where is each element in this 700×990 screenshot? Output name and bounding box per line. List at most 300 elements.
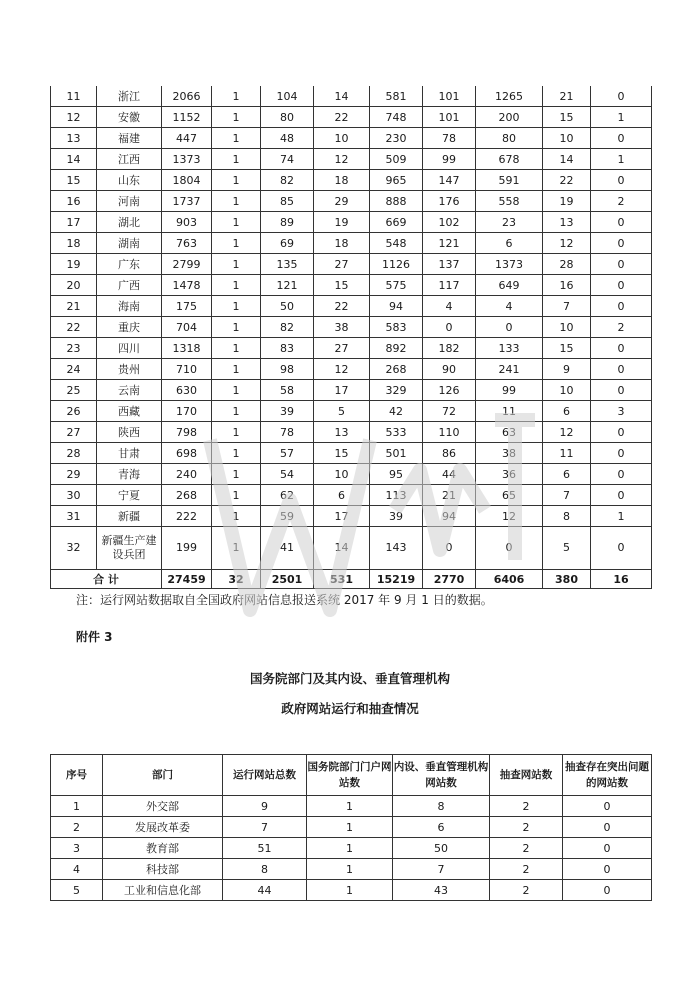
table-cell: 11 (476, 401, 543, 422)
table-cell: 888 (370, 191, 423, 212)
table-cell: 12 (51, 107, 97, 128)
table-cell: 7 (393, 859, 490, 880)
table-cell: 18 (314, 170, 370, 191)
table-cell: 0 (591, 380, 652, 401)
table-cell: 83 (261, 338, 314, 359)
table-row (51, 464, 652, 485)
table-cell: 1 (307, 817, 393, 838)
table-cell: 1126 (370, 254, 423, 275)
table-row (51, 275, 652, 296)
table-cell: 2066 (162, 86, 212, 107)
table-cell: 0 (591, 233, 652, 254)
table-cell: 12 (476, 506, 543, 527)
table-cell: 135 (261, 254, 314, 275)
table-cell: 14 (543, 149, 591, 170)
table-cell: 51 (223, 838, 307, 859)
table-cell: 外交部 (103, 796, 223, 817)
table-cell: 26 (51, 401, 97, 422)
table-row (51, 233, 652, 254)
table-cell: 892 (370, 338, 423, 359)
table-cell: 浙江 (97, 86, 162, 107)
table-row (51, 338, 652, 359)
table-cell: 43 (393, 880, 490, 901)
table-cell: 65 (476, 485, 543, 506)
table-cell: 工业和信息化部 (103, 880, 223, 901)
table-cell: 10 (543, 128, 591, 149)
table-cell: 1 (307, 880, 393, 901)
table-cell: 222 (162, 506, 212, 527)
table-cell: 1 (212, 149, 261, 170)
table-row (51, 443, 652, 464)
table-cell: 48 (261, 128, 314, 149)
total-cell: 380 (543, 570, 591, 589)
table-cell: 501 (370, 443, 423, 464)
table-row (51, 838, 652, 859)
table-cell: 20 (51, 275, 97, 296)
table-cell: 1373 (162, 149, 212, 170)
table-cell: 230 (370, 128, 423, 149)
table-cell: 湖北 (97, 212, 162, 233)
table-row (51, 191, 652, 212)
table-cell: 329 (370, 380, 423, 401)
table-row (51, 254, 652, 275)
table-cell: 2 (490, 859, 563, 880)
table-cell: 78 (423, 128, 476, 149)
total-cell: 2770 (423, 570, 476, 589)
table-row (51, 817, 652, 838)
table-cell: 0 (563, 796, 652, 817)
table-cell: 1 (591, 149, 652, 170)
table-cell: 32 (51, 527, 97, 570)
column-header: 运行网站总数 (223, 755, 307, 796)
table-row (51, 212, 652, 233)
table-cell: 50 (393, 838, 490, 859)
table-cell: 69 (261, 233, 314, 254)
table-cell: 1 (212, 359, 261, 380)
total-label: 合 计 (51, 570, 162, 589)
table-cell: 82 (261, 170, 314, 191)
table-cell: 新疆 (97, 506, 162, 527)
table-cell: 104 (261, 86, 314, 107)
table-cell: 548 (370, 233, 423, 254)
table-cell: 29 (51, 464, 97, 485)
table-cell: 2 (591, 317, 652, 338)
table-cell: 1 (212, 107, 261, 128)
table-cell: 湖南 (97, 233, 162, 254)
table-cell: 0 (591, 359, 652, 380)
table-cell: 15 (543, 107, 591, 128)
table-cell: 3 (51, 838, 103, 859)
table-cell: 12 (314, 149, 370, 170)
table-cell: 0 (591, 296, 652, 317)
table-cell: 1 (51, 796, 103, 817)
table-cell: 22 (314, 296, 370, 317)
table-row (51, 527, 652, 570)
total-cell: 16 (591, 570, 652, 589)
table-cell: 17 (314, 506, 370, 527)
table-cell: 0 (563, 859, 652, 880)
table-cell: 2 (490, 817, 563, 838)
table-cell: 6 (393, 817, 490, 838)
table-cell: 1804 (162, 170, 212, 191)
table-cell: 宁夏 (97, 485, 162, 506)
table-cell: 44 (223, 880, 307, 901)
table-cell: 50 (261, 296, 314, 317)
attachment-label: 附件 3 (76, 630, 113, 644)
table-cell: 1 (212, 275, 261, 296)
table-cell: 678 (476, 149, 543, 170)
table-cell: 科技部 (103, 859, 223, 880)
table-cell: 1 (212, 212, 261, 233)
table-cell: 1373 (476, 254, 543, 275)
table-cell: 143 (370, 527, 423, 570)
table-cell: 7 (543, 296, 591, 317)
table-cell: 748 (370, 107, 423, 128)
table-cell: 10 (314, 464, 370, 485)
table-cell: 27 (314, 254, 370, 275)
table-cell: 12 (543, 422, 591, 443)
table-cell: 28 (543, 254, 591, 275)
table-row (51, 506, 652, 527)
table-cell: 1 (212, 254, 261, 275)
table-cell: 0 (591, 170, 652, 191)
table-row (51, 170, 652, 191)
table-cell: 182 (423, 338, 476, 359)
table-cell: 14 (314, 527, 370, 570)
table-cell: 17 (314, 380, 370, 401)
department-table-header (51, 755, 652, 796)
table-cell: 重庆 (97, 317, 162, 338)
table-row (51, 859, 652, 880)
table-cell: 27 (51, 422, 97, 443)
table-cell: 94 (423, 506, 476, 527)
table-cell: 19 (51, 254, 97, 275)
table-cell: 15 (314, 275, 370, 296)
total-cell: 6406 (476, 570, 543, 589)
table-cell: 98 (261, 359, 314, 380)
table-cell: 福建 (97, 128, 162, 149)
table-row (51, 149, 652, 170)
table-cell: 1 (591, 506, 652, 527)
table-cell: 630 (162, 380, 212, 401)
department-website-table (50, 754, 652, 901)
total-cell: 531 (314, 570, 370, 589)
table-cell: 22 (543, 170, 591, 191)
table-row (51, 359, 652, 380)
table-cell: 21 (51, 296, 97, 317)
table-cell: 95 (370, 464, 423, 485)
table-cell: 13 (543, 212, 591, 233)
table-cell: 41 (261, 527, 314, 570)
table-cell: 14 (51, 149, 97, 170)
table-cell: 1 (212, 464, 261, 485)
table-cell: 80 (261, 107, 314, 128)
table-cell: 11 (51, 86, 97, 107)
total-cell: 2501 (261, 570, 314, 589)
table-cell: 5 (51, 880, 103, 901)
table-cell: 1 (212, 296, 261, 317)
table-row (51, 107, 652, 128)
table-cell: 78 (261, 422, 314, 443)
table-cell: 10 (543, 380, 591, 401)
table-cell: 509 (370, 149, 423, 170)
table-cell: 54 (261, 464, 314, 485)
table-cell: 1 (212, 443, 261, 464)
table-cell: 0 (591, 422, 652, 443)
table-cell: 22 (314, 107, 370, 128)
table-cell: 1478 (162, 275, 212, 296)
table-cell: 268 (162, 485, 212, 506)
table-cell: 8 (543, 506, 591, 527)
table-cell: 0 (591, 464, 652, 485)
department-table-body (51, 796, 652, 901)
total-row (51, 570, 652, 589)
table-cell: 0 (591, 254, 652, 275)
table-cell: 1 (212, 485, 261, 506)
table-cell: 山东 (97, 170, 162, 191)
table-row (51, 296, 652, 317)
table-cell: 533 (370, 422, 423, 443)
table-cell: 0 (591, 443, 652, 464)
table-cell: 175 (162, 296, 212, 317)
table-cell: 137 (423, 254, 476, 275)
table-cell: 72 (423, 401, 476, 422)
table-cell: 1152 (162, 107, 212, 128)
table-cell: 0 (423, 527, 476, 570)
table-cell: 16 (543, 275, 591, 296)
table-cell: 14 (314, 86, 370, 107)
column-header: 内设、垂直管理机构网站数 (393, 755, 490, 796)
table-cell: 2 (490, 796, 563, 817)
table-cell: 21 (423, 485, 476, 506)
table-cell: 0 (591, 485, 652, 506)
column-header: 序号 (51, 755, 103, 796)
table-cell: 安徽 (97, 107, 162, 128)
table-cell: 1 (307, 859, 393, 880)
table-cell: 新疆生产建设兵团 (97, 527, 162, 570)
table-cell: 102 (423, 212, 476, 233)
table-cell: 176 (423, 191, 476, 212)
table-cell: 241 (476, 359, 543, 380)
table-cell: 2 (490, 880, 563, 901)
table-cell: 23 (51, 338, 97, 359)
table-cell: 7 (543, 485, 591, 506)
table-cell: 101 (423, 86, 476, 107)
table-cell: 0 (591, 212, 652, 233)
table-cell: 1 (591, 107, 652, 128)
table-cell: 青海 (97, 464, 162, 485)
table-cell: 38 (314, 317, 370, 338)
table-cell: 583 (370, 317, 423, 338)
province-table-body (51, 86, 652, 589)
table-cell: 1 (212, 191, 261, 212)
table-cell: 发展改革委 (103, 817, 223, 838)
table-cell: 1 (307, 838, 393, 859)
table-cell: 29 (314, 191, 370, 212)
table-cell: 447 (162, 128, 212, 149)
table-cell: 22 (51, 317, 97, 338)
table-cell: 57 (261, 443, 314, 464)
table-cell: 15 (51, 170, 97, 191)
section-title-line1: 国务院部门及其内设、垂直管理机构 (249, 671, 450, 686)
table-cell: 15 (314, 443, 370, 464)
table-cell: 710 (162, 359, 212, 380)
column-header: 抽查网站数 (490, 755, 563, 796)
table-cell: 80 (476, 128, 543, 149)
table-cell: 200 (476, 107, 543, 128)
table-cell: 西藏 (97, 401, 162, 422)
table-cell: 147 (423, 170, 476, 191)
table-cell: 21 (543, 86, 591, 107)
table-cell: 河南 (97, 191, 162, 212)
table-cell: 89 (261, 212, 314, 233)
table-cell: 5 (314, 401, 370, 422)
province-website-table (50, 86, 652, 589)
table-cell: 575 (370, 275, 423, 296)
table-cell: 117 (423, 275, 476, 296)
table-cell: 8 (223, 859, 307, 880)
table-cell: 19 (314, 212, 370, 233)
table-cell: 1318 (162, 338, 212, 359)
table-cell: 27 (314, 338, 370, 359)
table-cell: 669 (370, 212, 423, 233)
table-cell: 268 (370, 359, 423, 380)
table-cell: 1 (212, 338, 261, 359)
table-cell: 0 (423, 317, 476, 338)
table-cell: 6 (543, 401, 591, 422)
total-cell: 15219 (370, 570, 423, 589)
table-row (51, 485, 652, 506)
table-cell: 25 (51, 380, 97, 401)
table-cell: 17 (51, 212, 97, 233)
table-cell: 15 (543, 338, 591, 359)
table-row (51, 422, 652, 443)
table-cell: 121 (261, 275, 314, 296)
table-cell: 965 (370, 170, 423, 191)
table-row (51, 317, 652, 338)
table-cell: 13 (51, 128, 97, 149)
table-cell: 0 (591, 527, 652, 570)
table-row (51, 401, 652, 422)
table-cell: 广东 (97, 254, 162, 275)
table-cell: 1 (212, 380, 261, 401)
table-cell: 649 (476, 275, 543, 296)
column-header: 部门 (103, 755, 223, 796)
table-cell: 2 (51, 817, 103, 838)
table-cell: 3 (591, 401, 652, 422)
table-row (51, 86, 652, 107)
table-cell: 0 (591, 128, 652, 149)
table-cell: 86 (423, 443, 476, 464)
table-cell: 82 (261, 317, 314, 338)
table-cell: 四川 (97, 338, 162, 359)
table-cell: 31 (51, 506, 97, 527)
table-cell: 1265 (476, 86, 543, 107)
table-cell: 121 (423, 233, 476, 254)
table-cell: 1 (212, 170, 261, 191)
total-cell: 32 (212, 570, 261, 589)
table-cell: 12 (543, 233, 591, 254)
table-cell: 10 (543, 317, 591, 338)
table-cell: 19 (543, 191, 591, 212)
table-cell: 94 (370, 296, 423, 317)
table-cell: 1 (212, 527, 261, 570)
table-cell: 5 (543, 527, 591, 570)
table-cell: 1 (212, 401, 261, 422)
data-source-note: 注：运行网站数据取自全国政府网站信息报送系统 2017 年 9 月 1 日的数据。 (76, 593, 493, 607)
table-cell: 126 (423, 380, 476, 401)
table-cell: 133 (476, 338, 543, 359)
table-row (51, 380, 652, 401)
table-cell: 18 (314, 233, 370, 254)
table-cell: 99 (476, 380, 543, 401)
table-cell: 1 (307, 796, 393, 817)
table-cell: 113 (370, 485, 423, 506)
table-cell: 0 (563, 817, 652, 838)
table-cell: 28 (51, 443, 97, 464)
table-cell: 110 (423, 422, 476, 443)
table-cell: 0 (563, 838, 652, 859)
table-cell: 6 (543, 464, 591, 485)
table-cell: 贵州 (97, 359, 162, 380)
table-cell: 591 (476, 170, 543, 191)
table-cell: 58 (261, 380, 314, 401)
table-cell: 10 (314, 128, 370, 149)
table-cell: 陕西 (97, 422, 162, 443)
table-cell: 170 (162, 401, 212, 422)
table-cell: 62 (261, 485, 314, 506)
table-cell: 6 (476, 233, 543, 254)
table-cell: 9 (223, 796, 307, 817)
table-cell: 7 (223, 817, 307, 838)
table-row (51, 880, 652, 901)
table-cell: 甘肃 (97, 443, 162, 464)
table-row (51, 128, 652, 149)
table-cell: 903 (162, 212, 212, 233)
table-cell: 0 (563, 880, 652, 901)
table-cell: 1 (212, 506, 261, 527)
table-cell: 99 (423, 149, 476, 170)
table-cell: 698 (162, 443, 212, 464)
table-cell: 74 (261, 149, 314, 170)
table-cell: 1 (212, 317, 261, 338)
table-cell: 云南 (97, 380, 162, 401)
table-cell: 101 (423, 107, 476, 128)
table-cell: 2 (591, 191, 652, 212)
table-cell: 36 (476, 464, 543, 485)
table-cell: 4 (423, 296, 476, 317)
table-cell: 广西 (97, 275, 162, 296)
table-cell: 6 (314, 485, 370, 506)
table-cell: 199 (162, 527, 212, 570)
table-cell: 4 (51, 859, 103, 880)
table-cell: 教育部 (103, 838, 223, 859)
table-cell: 23 (476, 212, 543, 233)
table-cell: 39 (370, 506, 423, 527)
table-cell: 2799 (162, 254, 212, 275)
table-cell: 9 (543, 359, 591, 380)
table-cell: 1 (212, 233, 261, 254)
table-cell: 1 (212, 86, 261, 107)
table-cell: 798 (162, 422, 212, 443)
table-cell: 18 (51, 233, 97, 254)
table-cell: 44 (423, 464, 476, 485)
table-cell: 39 (261, 401, 314, 422)
table-cell: 2 (490, 838, 563, 859)
table-cell: 30 (51, 485, 97, 506)
column-header: 抽查存在突出问题的网站数 (563, 755, 652, 796)
table-cell: 63 (476, 422, 543, 443)
